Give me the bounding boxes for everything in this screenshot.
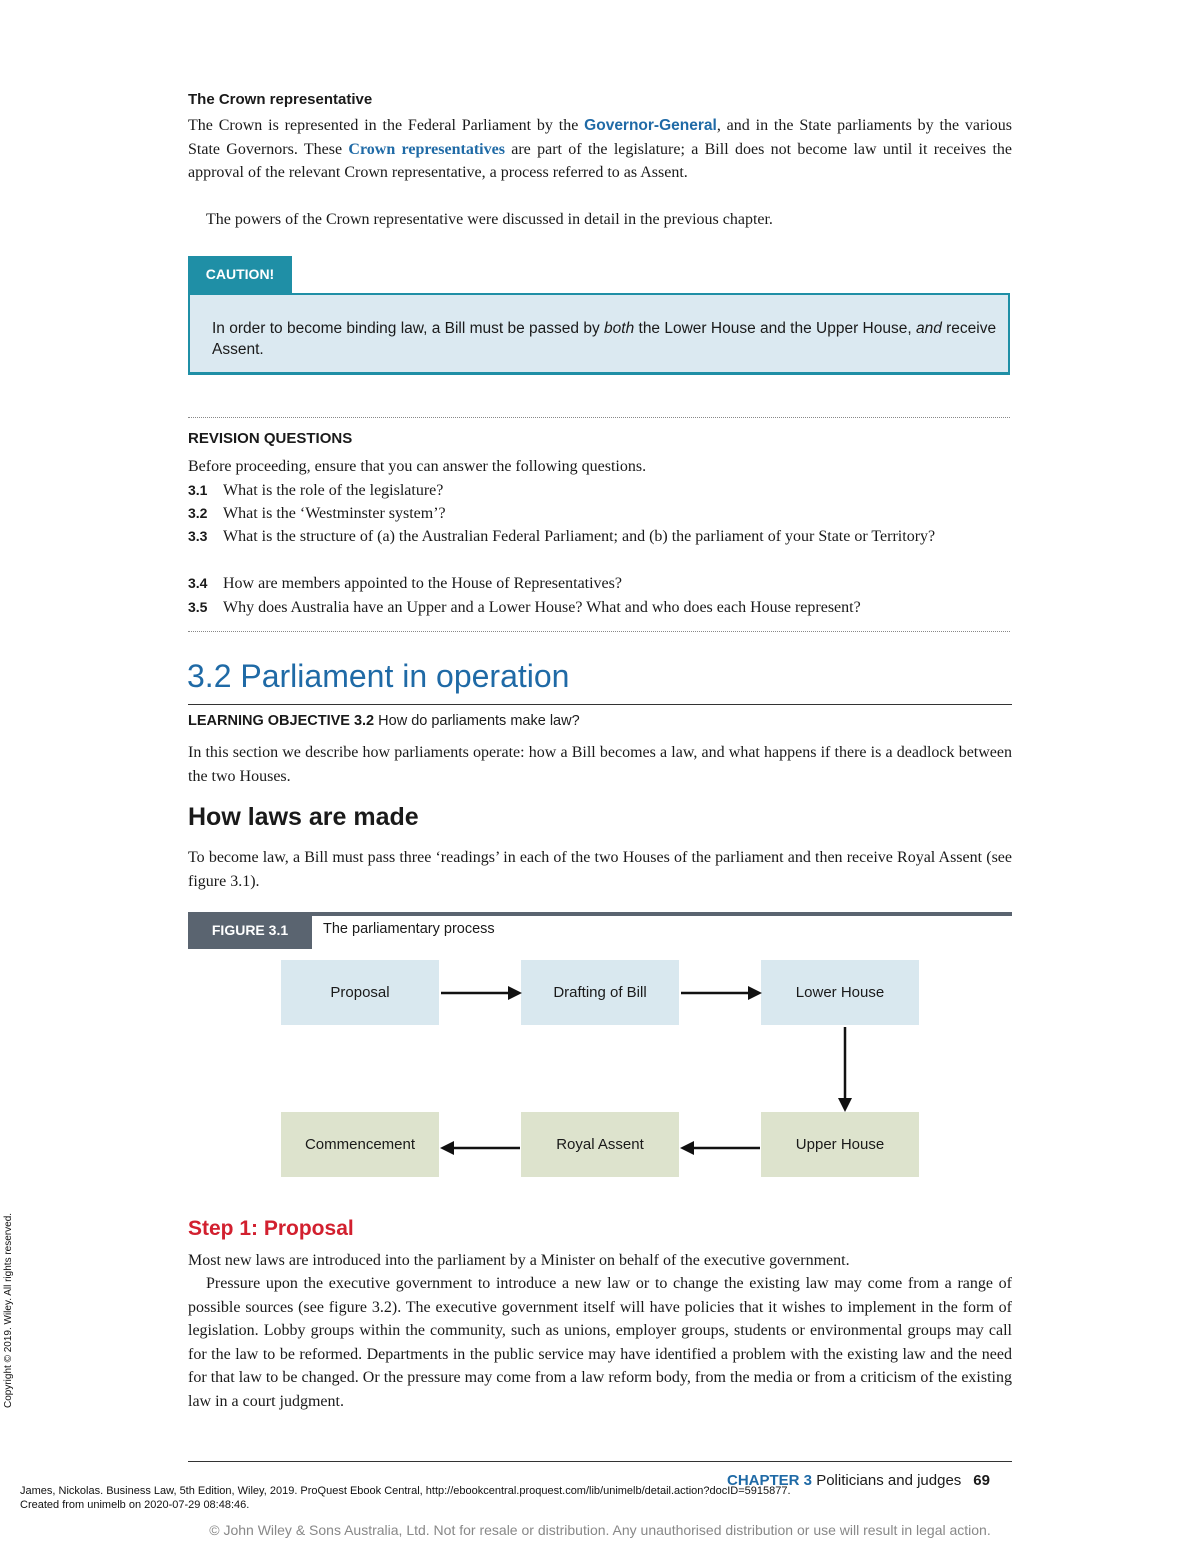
step1-heading: Step 1: Proposal	[188, 1217, 354, 1240]
chapter-title: Politicians and judges	[816, 1472, 962, 1489]
crown-heading: The Crown representative	[188, 91, 373, 108]
flow-node-royal-assent: Royal Assent	[521, 1112, 679, 1177]
arrowhead-icon	[680, 1141, 694, 1155]
step1-paragraph-2: Pressure upon the executive government to introduce a new law or to change the existing law may come from a range of possible sources (see figure 3.2). The executive government itself will have policies that it wishes to implement in the form of legislation. Lobby groups within the community, such as unions, employer groups, students or environmental groups may call for the law to be reformed. Departments in the public service may have identified a problem with the existing law and the need for that law to be changed. Or the pressure may come from a law reform body, from the media or from a criticism of the existing law in a court judgment.	[188, 1275, 1012, 1410]
page-number: 69	[973, 1472, 990, 1489]
caution-t2: the Lower House and the Upper House,	[634, 320, 916, 337]
caution-t1: In order to become binding law, a Bill must be passed by	[212, 320, 605, 337]
caution-label: CAUTION!	[188, 256, 292, 293]
crown-paragraph-2: The powers of the Crown representative were discussed in detail in the previous chapter.	[206, 211, 773, 228]
crown-text-b: , and in the State parliaments by the various State Governors. These	[188, 117, 1013, 158]
question-text: Why does Australia have an Upper and a Lower House? What and who does each House represent?	[223, 599, 861, 616]
citation-line-1: James, Nickolas. Business Law, 5th Edition, Wiley, 2019. ProQuest Ebook Central, http://ebookcentral.proquest.com/lib/unimelb/detail.action?docID=5915877.	[20, 1485, 791, 1497]
crown-representatives-term[interactable]: Crown representatives	[348, 140, 505, 158]
arrowhead-icon	[508, 986, 522, 1000]
crown-paragraph	[188, 114, 1012, 185]
crown-text-c: are part of the legislature; a Bill does not become law until it receives the approval of the relevant Crown representative, a process referred to as Assent.	[188, 140, 1013, 181]
revision-question	[188, 525, 1012, 549]
caution-em-both: both	[604, 320, 635, 337]
learning-objective-text: How do parliaments make law?	[378, 713, 580, 729]
vertical-copyright: Copyright © 2019. Wiley. All rights reserved.	[3, 1212, 14, 1408]
question-number: 3.5	[188, 599, 208, 615]
flow-node-upper-house: Upper House	[761, 1112, 919, 1177]
revision-question	[188, 596, 1012, 620]
learning-objective	[188, 713, 580, 729]
flow-node-lower-house: Lower House	[761, 960, 919, 1025]
question-number: 3.3	[188, 528, 208, 544]
flow-node-commencement: Commencement	[281, 1112, 439, 1177]
flow-node-drafting: Drafting of Bill	[521, 960, 679, 1025]
divider-bottom	[188, 631, 1010, 632]
flow-node-proposal: Proposal	[281, 960, 439, 1025]
question-text: What is the role of the legislature?	[223, 482, 444, 499]
revision-intro: Before proceeding, ensure that you can answer the following questions.	[188, 458, 647, 475]
learning-objective-label: LEARNING OBJECTIVE 3.2	[188, 713, 375, 729]
crown-text-a: The Crown is represented in the Federal Parliament by the	[188, 117, 585, 134]
figure-top-bar	[312, 912, 1012, 916]
question-number: 3.2	[188, 505, 208, 521]
revision-question	[188, 572, 1012, 596]
citation-line-2: Created from unimelb on 2020-07-29 08:48:46.	[20, 1499, 250, 1511]
caution-text	[212, 318, 1002, 360]
arrowhead-icon	[440, 1141, 454, 1155]
arrowhead-icon	[748, 986, 762, 1000]
section-intro: In this section we describe how parliaments operate: how a Bill becomes a law, and what happens if there is a deadlock between the two Houses.	[188, 744, 1012, 785]
question-number: 3.1	[188, 482, 208, 498]
chapter-label: CHAPTER 3	[727, 1472, 813, 1489]
caution-t3: receive Assent.	[212, 320, 997, 358]
how-laws-paragraph: To become law, a Bill must pass three ‘readings’ in each of the two Houses of the parliament and then receive Royal Assent (see figure 3.1).	[188, 849, 1012, 890]
section-rule	[188, 704, 1012, 705]
figure-caption: The parliamentary process	[323, 921, 495, 937]
question-text: What is the ‘Westminster system’?	[223, 505, 446, 522]
section-title: 3.2 Parliament in operation	[187, 658, 570, 694]
caution-em-and: and	[915, 320, 942, 337]
governor-general-term[interactable]: Governor-General	[584, 117, 717, 134]
legal-notice: © John Wiley & Sons Australia, Ltd. Not for resale or distribution. Any unauthorised distribution or use will result in legal action.	[209, 1522, 991, 1538]
question-text: How are members appointed to the House of Representatives?	[223, 575, 622, 592]
figure-label: FIGURE 3.1	[188, 912, 312, 949]
revision-question	[188, 502, 1012, 526]
arrowhead-icon	[838, 1098, 852, 1112]
revision-heading: REVISION QUESTIONS	[188, 430, 353, 447]
revision-question	[188, 479, 1012, 503]
question-text: What is the structure of (a) the Australian Federal Parliament; and (b) the parliament of your State or Territory?	[223, 528, 936, 545]
how-laws-heading: How laws are made	[188, 803, 419, 831]
question-number: 3.4	[188, 575, 208, 591]
divider-top	[188, 417, 1010, 418]
footer-rule	[188, 1461, 1012, 1462]
step1-paragraph-1: Most new laws are introduced into the parliament by a Minister on behalf of the executive government.	[188, 1252, 850, 1269]
